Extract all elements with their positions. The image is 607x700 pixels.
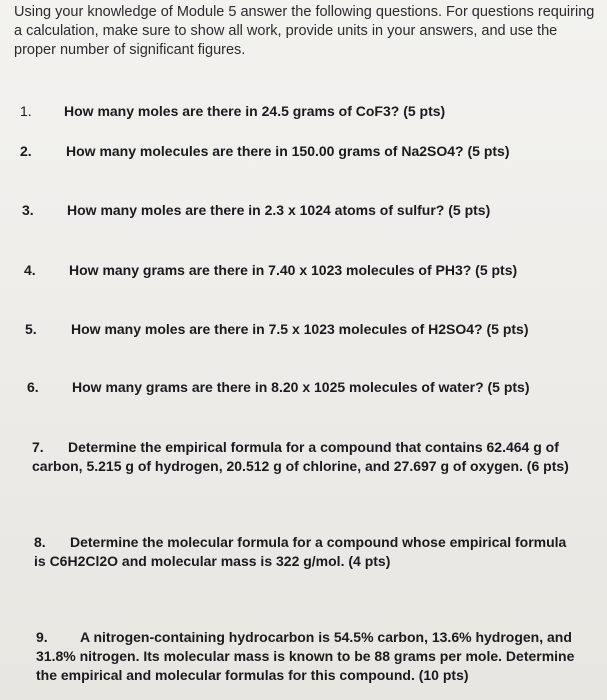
question-3-number: 3.: [22, 202, 34, 218]
question-6-number: 6.: [27, 379, 39, 395]
question-9-line-1: [36, 628, 602, 647]
question-7-text-1: Determine the empirical formula for a compound that contains 62.464 g of: [68, 439, 559, 455]
question-6-text: How many grams are there in 8.20 x 1025 molecules of water? (5 pts): [72, 379, 530, 395]
question-4-text: How many grams are there in 7.40 x 1023 molecules of PH3? (5 pts): [69, 262, 518, 278]
question-5-text: How many moles are there in 7.5 x 1023 molecules of H2SO4? (5 pts): [71, 321, 529, 337]
question-7-number: 7.: [32, 439, 44, 455]
question-4-number: 4.: [24, 262, 36, 278]
question-5-number: 5.: [25, 321, 37, 337]
question-3-text: How many moles are there in 2.3 x 1024 atoms of sulfur? (5 pts): [67, 202, 491, 218]
question-7: [32, 438, 600, 476]
question-9-text-1: A nitrogen-containing hydrocarbon is 54.5% carbon, 13.6% hydrogen, and: [80, 629, 572, 645]
question-8-number: 8.: [34, 534, 46, 550]
question-2-number: 2.: [20, 143, 32, 159]
question-1-text: How many moles are there in 24.5 grams of CoF3? (5 pts): [64, 103, 446, 119]
question-9-line-2: 31.8% nitrogen. Its molecular mass is known to be 88 grams per mole. Determine: [36, 648, 575, 664]
question-9-line-3: the empirical and molecular formulas for this compound. (10 pts): [36, 667, 469, 683]
instructions-paragraph: Using your knowledge of Module 5 answer the following questions. For questions requiring a calculation, make sure to show all work, provide units in your answers, and use the proper number of significant figures.: [14, 4, 595, 58]
question-9: [36, 628, 602, 685]
question-9-number: 9.: [36, 629, 48, 645]
question-1-number: 1.: [20, 103, 32, 119]
question-7-line-2: carbon, 5.215 g of hydrogen, 20.512 g of chlorine, and 27.697 g of oxygen. (6 pts): [32, 458, 569, 474]
question-8-line-1: [34, 533, 600, 552]
question-8-text-1: Determine the molecular formula for a compound whose empirical formula: [70, 534, 567, 550]
question-8-line-2: is C6H2Cl2O and molecular mass is 322 g/mol. (4 pts): [34, 553, 391, 569]
question-8: [34, 533, 600, 571]
question-2-text: How many molecules are there in 150.00 grams of Na2SO4? (5 pts): [66, 143, 510, 159]
question-7-line-1: [32, 438, 600, 457]
